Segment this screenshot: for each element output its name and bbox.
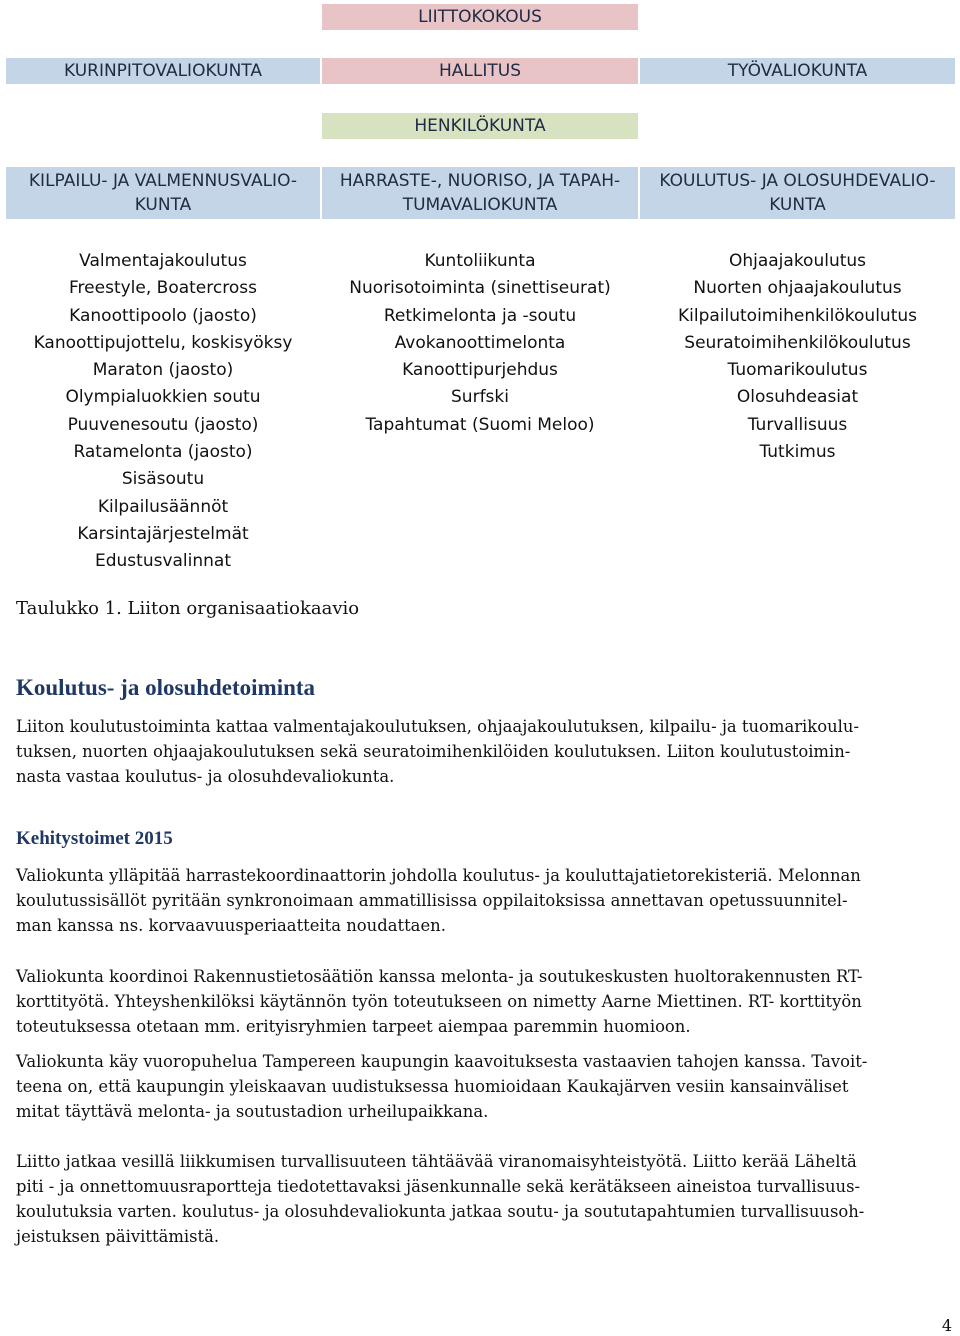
list-item: Valmentajakoulutus [79, 251, 247, 271]
paragraph-2 [16, 964, 946, 1039]
list-item: Olosuhdeasiat [736, 387, 859, 408]
list-item: Kanoottipoolo (jaosto) [69, 305, 257, 326]
paragraph-line: tuksen, nuorten ohjaajakoulutuksen sekä seuratoimihenkilöiden koulutuksen. Liiton koulutustoimin- [16, 742, 851, 761]
page-number: 4 [941, 1316, 952, 1335]
kilpailu-valmennusvaliokunta-box [6, 167, 320, 219]
paragraph-line: koulutuksia varten. koulutus- ja olosuhdevaliokunta jatkaa soutu- ja soututapahtumien turvallisuusoh- [16, 1202, 865, 1221]
paragraph-line: Valiokunta koordinoi Rakennustietosäätiön kanssa melonta- ja soutukeskusten huoltorakennusten RT- [16, 967, 863, 986]
liittokokous-box [322, 4, 638, 30]
paragraph-line: mitat täyttävä melonta- ja soutustadion urheilupaikkana. [16, 1102, 489, 1121]
table-caption: Taulukko 1. Liiton organisaatiokaavio [16, 598, 360, 619]
list-item: Tuomarikoulutus [727, 360, 868, 381]
list-item: Edustusvalinnat [94, 551, 232, 572]
list-item: Kanoottipurjehdus [402, 360, 558, 381]
tyovaliokunta-label: TYÖVALIOKUNTA [727, 61, 868, 81]
list-item: Olympialuokkien soutu [65, 387, 261, 408]
list-item: Puuvenesoutu (jaosto) [67, 414, 259, 435]
koulutus-label-line1: KOULUTUS- JA OLOSUHDEVALIO- [659, 171, 936, 191]
kurinpitovaliokunta-label: KURINPITOVALIOKUNTA [64, 61, 262, 81]
paragraph-line: koulutussisällöt pyritään synkronoimaan ammatillisissa oppilaitoksissa annettavan opetussuunnitel- [16, 891, 848, 910]
list-item: Retkimelonta ja -soutu [383, 305, 577, 326]
tyovaliokunta-box [640, 58, 955, 84]
section-heading: Koulutus- ja olosuhdetoiminta [16, 675, 316, 700]
paragraph-line: Valiokunta ylläpitää harrastekoordinaattorin johdolla koulutus- ja kouluttajatietorekisteriä. Melonnan [16, 866, 861, 885]
harraste-label-line1: HARRASTE-, NUORISO, JA TAPAH- [339, 171, 621, 191]
list-item: Nuorisotoiminta (sinettiseurat) [349, 278, 611, 299]
subsection-heading: Kehitystoimet 2015 [16, 828, 173, 849]
list-item: Kuntoliikunta [424, 251, 536, 271]
list-item: Sisäsoutu [121, 469, 205, 490]
liittokokous-label: LIITTOKOKOUS [418, 7, 542, 27]
intro-paragraph [16, 714, 946, 789]
kurinpitovaliokunta-box [6, 58, 320, 84]
list-item: Maraton (jaosto) [92, 360, 234, 381]
list-item: Kilpailutoimihenkilökoulutus [677, 305, 917, 326]
list-item: Turvallisuus [747, 414, 848, 435]
koulutus-label-line2: KUNTA [769, 195, 826, 215]
list-item: Ohjaajakoulutus [728, 251, 867, 271]
paragraph-line: toteutuksessa otetaan mm. erityisryhmien tarpeet aiempaa paremmin huomioon. [16, 1017, 691, 1036]
paragraph-4 [16, 1149, 946, 1249]
paragraph-line: teena on, että kaupungin yleiskaavan uudistuksessa huomioidaan Kaukajärven vesiin kansainväliset [16, 1077, 849, 1096]
list-item: Avokanoottimelonta [394, 332, 566, 353]
paragraph-line: Liitto jatkaa vesillä liikkumisen turvallisuuteen tähtäävää viranomaisyhteistyötä. Liitto kerää Läheltä [16, 1152, 857, 1171]
paragraph-3 [16, 1049, 946, 1124]
henkilokunta-label: HENKILÖKUNTA [414, 116, 546, 136]
list-item: Seuratoimihenkilökoulutus [684, 332, 911, 353]
koulutus-olosuhdevaliokunta-box [640, 167, 955, 219]
list-item: Tapahtumat (Suomi Meloo) [365, 414, 595, 435]
paragraph-line: piti - ja onnettomuusraportteja tiedotettavaksi jäsenkunnalle sekä kerätäkseen aineistoa turvallisuus- [16, 1177, 861, 1196]
hallitus-box [322, 58, 638, 84]
paragraph-line: man kanssa ns. korvaavuusperiaatteita noudattaen. [16, 916, 446, 935]
list-item: Karsintajärjestelmät [77, 523, 249, 544]
paragraph-line: jeistuksen päivittämistä. [16, 1227, 220, 1246]
kilpailu-label-line1: KILPAILU- JA VALMENNUSVALIO- [28, 171, 298, 191]
list-item: Kilpailusäännöt [97, 496, 229, 517]
paragraph-line: nasta vastaa koulutus- ja olosuhdevaliokunta. [16, 767, 395, 786]
harraste-list [322, 248, 638, 439]
list-item: Nuorten ohjaajakoulutus [693, 278, 902, 299]
harraste-label-line2: TUMAVALIOKUNTA [402, 195, 558, 215]
paragraph-line: Valiokunta käy vuoropuhelua Tampereen kaupungin kaavoituksesta vastaavien tahojen kanssa. Tavoit- [16, 1052, 868, 1071]
paragraph-line: korttityötä. Yhteyshenkilöksi käytännön työn toteutukseen on nimetty Aarne Miettinen. RT- korttityön [16, 992, 862, 1011]
list-item: Kanoottipujottelu, koskisyöksy [33, 332, 293, 353]
paragraph-line: Liiton koulutustoiminta kattaa valmentajakoulutuksen, ohjaajakoulutuksen, kilpailu- ja tuomarikoulu- [16, 717, 859, 736]
harraste-nuoriso-tapahtumavaliokunta-box [322, 167, 638, 219]
hallitus-label: HALLITUS [439, 61, 521, 81]
list-item: Freestyle, Boatercross [69, 278, 257, 299]
koulutus-list [640, 248, 955, 466]
list-item: Tutkimus [759, 442, 836, 463]
kilpailu-label-line2: KUNTA [134, 195, 192, 215]
kilpailu-list [6, 248, 320, 576]
paragraph-1 [16, 863, 946, 938]
list-item: Ratamelonta (jaosto) [73, 442, 253, 463]
list-item: Surfski [451, 387, 509, 408]
henkilokunta-box [322, 113, 638, 139]
